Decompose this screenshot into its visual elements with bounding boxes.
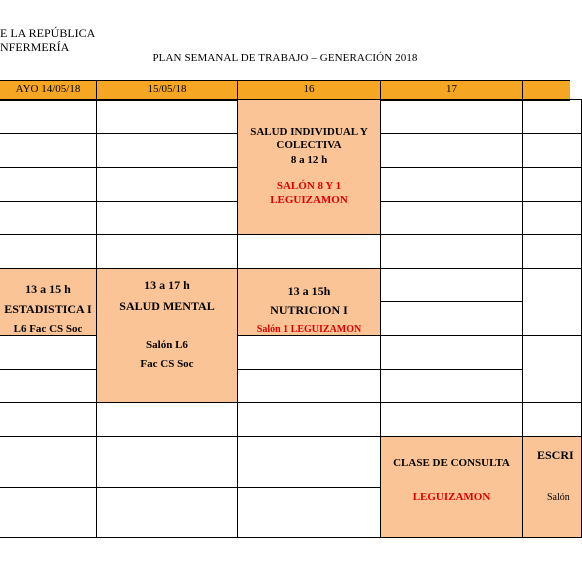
day-header-thursday: 17 bbox=[380, 80, 522, 99]
grid-cell bbox=[0, 201, 97, 235]
class-title: NUTRICION I bbox=[270, 303, 348, 317]
class-room: Salón L6 bbox=[146, 339, 188, 351]
grid-cell bbox=[522, 402, 582, 437]
grid-cell bbox=[0, 335, 97, 370]
grid-cell bbox=[237, 234, 381, 269]
day-header-friday bbox=[522, 80, 570, 99]
grid-cell bbox=[380, 369, 523, 403]
class-time: 13 a 17 h bbox=[144, 278, 190, 292]
class-block-estadistica bbox=[0, 268, 97, 336]
grid-cell bbox=[0, 167, 97, 202]
grid-cell bbox=[380, 301, 523, 336]
grid-cell bbox=[96, 487, 238, 538]
class-title: CLASE DE CONSULTA bbox=[393, 457, 510, 469]
grid-cell bbox=[237, 369, 381, 403]
grid-cell bbox=[96, 99, 238, 134]
grid-cell bbox=[380, 201, 523, 235]
grid-cell bbox=[522, 167, 582, 202]
grid-cell bbox=[380, 167, 523, 202]
grid-cell bbox=[0, 487, 97, 538]
class-block-escrito bbox=[522, 436, 582, 538]
grid-cell bbox=[237, 436, 381, 488]
page-title: PLAN SEMANAL DE TRABAJO – GENERACIÓN 2018 bbox=[152, 52, 418, 64]
class-time: 8 a 12 h bbox=[290, 154, 328, 166]
class-teacher: LEGUIZAMON bbox=[412, 491, 491, 503]
class-time: 13 a 15h bbox=[287, 284, 331, 298]
grid-cell bbox=[380, 133, 523, 168]
grid-cell bbox=[522, 133, 582, 168]
grid-cell bbox=[96, 167, 238, 202]
grid-cell bbox=[237, 487, 381, 538]
grid-cell bbox=[522, 201, 582, 235]
grid-cell bbox=[0, 369, 97, 403]
class-block-salud-individual bbox=[237, 99, 381, 235]
class-faculty: Fac CS Soc bbox=[140, 358, 194, 370]
class-room: Salón 1 LEGUIZAMON bbox=[256, 324, 362, 335]
grid-cell bbox=[237, 402, 381, 437]
grid-cell bbox=[522, 99, 582, 134]
grid-cell bbox=[96, 402, 238, 437]
grid-cell bbox=[0, 133, 97, 168]
class-room: Salón bbox=[547, 492, 570, 503]
grid-cell bbox=[0, 99, 97, 134]
grid-cell bbox=[380, 268, 523, 302]
class-teacher: LEGUIZAMON bbox=[270, 194, 348, 206]
class-room: L6 Fac CS Soc bbox=[13, 323, 83, 335]
day-header-wednesday: 16 bbox=[237, 80, 380, 99]
class-title: ESCRI bbox=[537, 448, 574, 462]
grid-cell bbox=[0, 234, 97, 269]
grid-cell bbox=[380, 99, 523, 134]
grid-cell bbox=[380, 335, 523, 370]
class-title: SALUD INDIVIDUAL Y COLECTIVA bbox=[250, 126, 368, 151]
class-block-consulta bbox=[380, 436, 523, 538]
grid-cell bbox=[96, 234, 238, 269]
grid-cell bbox=[522, 234, 582, 269]
grid-cell bbox=[96, 201, 238, 235]
institution-line-2: NFERMERÍA bbox=[0, 40, 70, 54]
grid-cell bbox=[96, 436, 238, 488]
institution-line-1: E LA REPÚBLICA bbox=[0, 26, 96, 40]
grid-cell bbox=[96, 133, 238, 168]
grid-cell bbox=[0, 436, 97, 488]
grid-cell bbox=[380, 234, 523, 269]
grid-cell bbox=[522, 268, 582, 336]
grid-cell bbox=[380, 402, 523, 437]
day-header-tuesday: 15/05/18 bbox=[96, 80, 237, 99]
grid-cell bbox=[237, 335, 381, 370]
day-header-monday: AYO 14/05/18 bbox=[15, 83, 81, 95]
class-time: 13 a 15 h bbox=[25, 282, 71, 296]
class-title: SALUD MENTAL bbox=[119, 299, 215, 313]
class-room: SALÓN 8 Y 1 bbox=[276, 180, 342, 192]
class-title: ESTADISTICA I bbox=[4, 302, 92, 316]
grid-cell bbox=[522, 335, 582, 403]
grid-cell bbox=[0, 402, 97, 437]
class-block-salud-mental bbox=[96, 268, 238, 403]
class-block-nutricion bbox=[237, 268, 381, 336]
